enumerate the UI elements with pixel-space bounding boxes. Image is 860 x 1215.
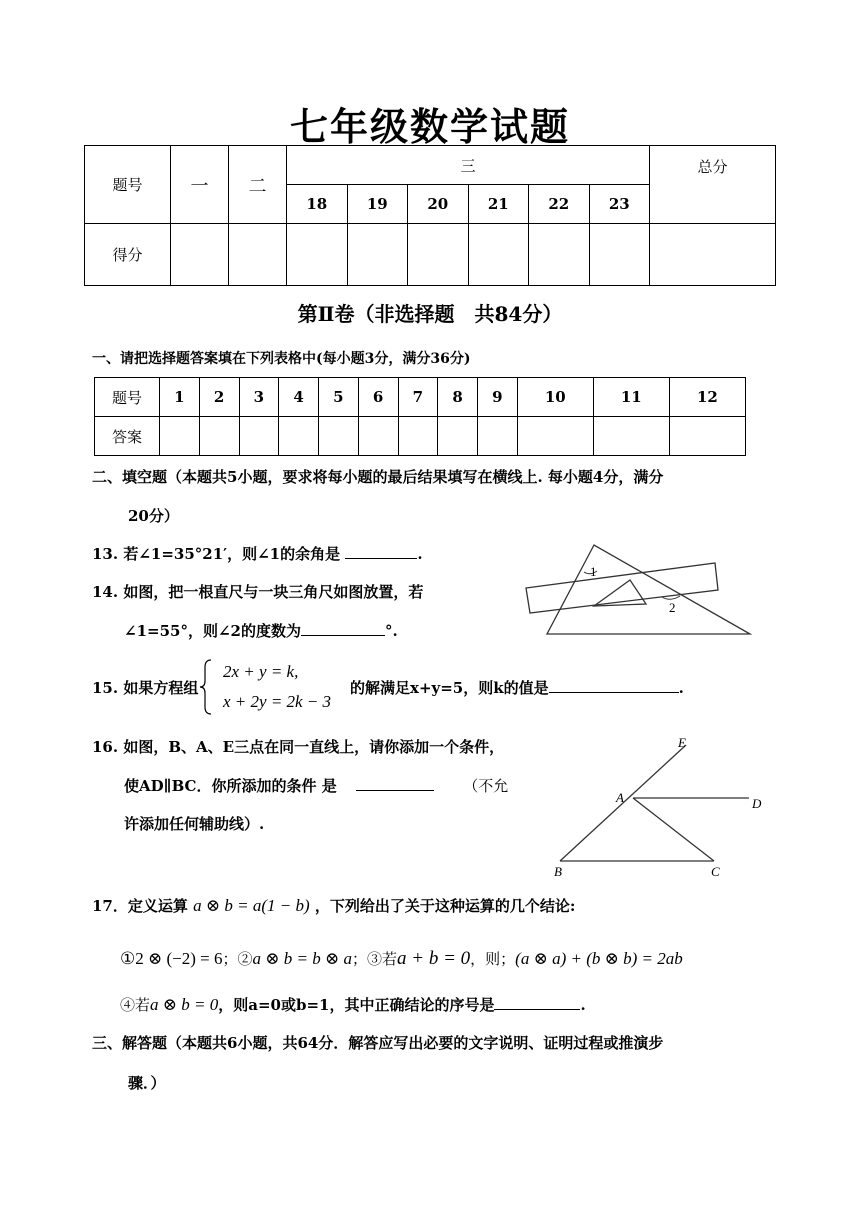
score-cell: [347, 224, 408, 286]
answer-cell: [199, 417, 239, 456]
answer-table-num: 12: [669, 378, 745, 417]
answer-table-num: 11: [593, 378, 669, 417]
q17-c1-math: 2 ⊗ (−2) = 6: [135, 949, 223, 968]
q16-line2-text: 使AD∥BC．你所添加的条件 是: [124, 777, 337, 795]
score-table-label-question: 题号: [85, 146, 171, 224]
score-table-sub-22: 22: [529, 185, 590, 224]
answer-table-num: 6: [358, 378, 398, 417]
answer-cell: [319, 417, 359, 456]
q16-line1: 16. 如图，B、A、E三点在同一直线上，请你添加一个条件，: [92, 738, 505, 756]
q14-line2: [124, 620, 398, 641]
angle-1-label: 1: [590, 564, 597, 579]
answer-table-num: 7: [398, 378, 438, 417]
q17-definition: a ⊗ b = a(1 − b): [193, 896, 310, 915]
page-title: 七年级数学试题: [289, 104, 570, 149]
score-table-sub-20: 20: [408, 185, 469, 224]
q13-end: .: [417, 545, 423, 563]
line-A-C: [633, 798, 714, 861]
q17-line1-post: ，下列给出了关于这种运算的几个结论:: [314, 897, 576, 915]
score-cell: [287, 224, 348, 286]
answer-cell: [358, 417, 398, 456]
q15-end: .: [678, 679, 684, 697]
q17-line3: [120, 994, 586, 1015]
q16-figure: [546, 735, 772, 880]
q15-answer-blank: [549, 678, 679, 693]
part3-heading-line2: 骤．）: [128, 1074, 166, 1092]
q16-line2: [124, 775, 508, 796]
score-table-sub-23: 23: [589, 185, 650, 224]
angle-2-label: 2: [669, 600, 676, 615]
score-cell: [468, 224, 529, 286]
answer-cell: [239, 417, 279, 456]
answer-table-num: 5: [319, 378, 359, 417]
score-cell-total: [650, 224, 776, 286]
score-table-col-total: 总分: [650, 146, 776, 224]
score-cell: [229, 224, 287, 286]
q17-c4-post: ，则a=0或b=1，其中正确结论的序号是: [218, 996, 495, 1014]
score-table-sub-21: 21: [468, 185, 529, 224]
answer-cell: [279, 417, 319, 456]
part2-heading-line2: 20分）: [128, 507, 179, 525]
answer-table-num: 9: [478, 378, 518, 417]
score-cell: [171, 224, 229, 286]
answer-cell: [478, 417, 518, 456]
answer-table-num: 3: [239, 378, 279, 417]
q13: [92, 543, 423, 564]
q16-line2-post: （不允: [463, 777, 509, 795]
q16-line3: 许添加任何辅助线）.: [124, 815, 265, 833]
part2-heading-line1: 二、填空题（本题共5小题，要求将每小题的最后结果填写在横线上. 每小题4分，满分: [92, 468, 664, 486]
answer-table-label-question: 题号: [95, 378, 160, 417]
q15-post-text: 的解满足x+y=5，则k的值是: [350, 679, 549, 697]
score-table-col-3: 三: [287, 146, 650, 185]
point-C-label: C: [711, 864, 720, 879]
q13-text: 13. 若∠1=35°21′，则∠1的余角是: [92, 545, 341, 563]
q17-c2-math: a ⊗ b = b ⊗ a: [252, 949, 352, 968]
q15-brace: [200, 660, 211, 714]
q15-eq1: 2x + y = k,: [223, 662, 299, 681]
q15-equation-system: [198, 657, 348, 717]
q17-line1: [92, 895, 575, 916]
q17-sep3: ，则；: [470, 950, 516, 968]
score-table-sub-19: 19: [347, 185, 408, 224]
answer-cell: [593, 417, 669, 456]
part3-heading-line1: 三、解答题（本题共6小题，共64分．解答应写出必要的文字说明、证明过程或推演步: [92, 1034, 664, 1052]
q17-c3-cond: a + b = 0: [397, 948, 471, 969]
point-E-label: E: [678, 735, 686, 750]
q17-sep1: ；②: [222, 950, 253, 968]
q17-sep2: ；③若: [351, 950, 397, 968]
score-table-label-score: 得分: [85, 224, 171, 286]
answer-cell: [160, 417, 200, 456]
score-cell: [408, 224, 469, 286]
set-square-outline: [547, 545, 750, 634]
point-D-label: D: [752, 796, 762, 811]
point-A-label: A: [616, 790, 624, 805]
q15-eq2: x + 2y = 2k − 3: [223, 692, 332, 711]
q15-post: [350, 677, 684, 698]
q17-c1-num: ①: [120, 949, 136, 969]
answer-table-num: 10: [517, 378, 593, 417]
q17-c4-math: a ⊗ b = 0: [150, 995, 219, 1014]
answer-table-label-answer: 答案: [95, 417, 160, 456]
score-cell: [529, 224, 590, 286]
q14-line1: 14. 如图，把一根直尺与一块三角尺如图放置，若: [92, 583, 424, 601]
answer-table-num: 4: [279, 378, 319, 417]
q17-line2: [120, 948, 683, 970]
q17-c4-pre: ④若: [120, 996, 151, 1014]
q16-answer-blank: [356, 776, 434, 791]
answer-table-num: 8: [438, 378, 478, 417]
answer-table-num: 2: [199, 378, 239, 417]
answer-cell: [398, 417, 438, 456]
q14-line2-text: ∠1=55°，则∠2的度数为: [124, 622, 301, 640]
score-table-sub-18: 18: [287, 185, 348, 224]
q17-line1-pre: 17．定义运算: [92, 897, 188, 915]
score-cell: [589, 224, 650, 286]
q14-answer-blank: [301, 621, 385, 636]
answer-cell: [517, 417, 593, 456]
answer-cell: [669, 417, 745, 456]
answer-table: [94, 377, 746, 456]
point-B-label: B: [554, 864, 562, 879]
q15-pre: 15. 如果方程组: [92, 679, 199, 697]
volume-title: 第Ⅱ卷（非选择题 共84分）: [297, 302, 563, 326]
q17-c3-math: (a ⊗ a) + (b ⊗ b) = 2ab: [515, 949, 683, 968]
score-table-col-2: 二: [229, 146, 287, 224]
answer-table-num: 1: [160, 378, 200, 417]
q14-figure: [522, 540, 754, 640]
score-table-col-1: 一: [171, 146, 229, 224]
q13-answer-blank: [345, 544, 417, 559]
q14-end: °.: [384, 622, 398, 640]
score-table: [84, 145, 776, 286]
q17-end: .: [580, 996, 586, 1014]
part1-heading: 一、请把选择题答案填在下列表格中(每小题3分，满分36分): [92, 351, 471, 367]
q17-answer-blank: [494, 995, 580, 1010]
answer-cell: [438, 417, 478, 456]
